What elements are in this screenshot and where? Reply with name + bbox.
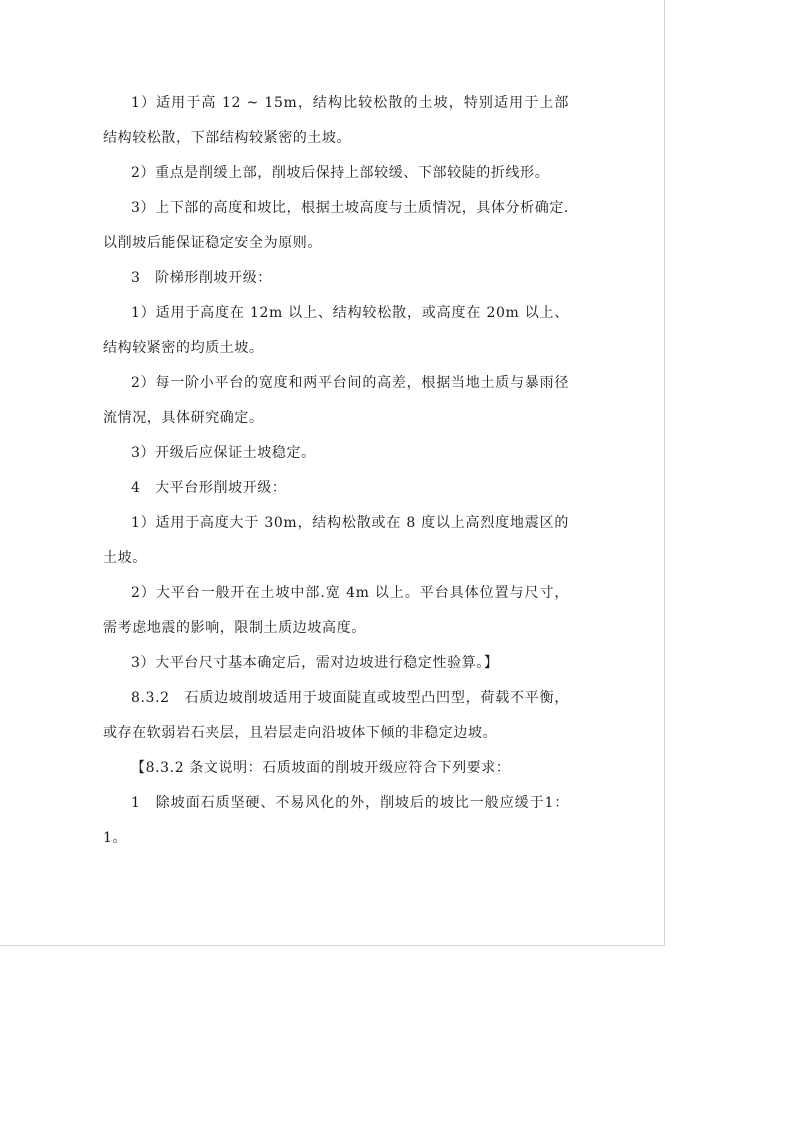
paragraph: 1 除坡面石质坚硬、不易风化的外，削坡后的坡比一般应缓于1： 1。 — [103, 795, 569, 846]
section-heading: 4 大平台形削坡开级： — [131, 480, 287, 496]
paragraph: 3）开级后应保证土坡稳定。 — [131, 445, 316, 461]
document-body — [103, 86, 569, 856]
paragraph: 2）大平台一般开在土坡中部.宽 4m 以上。平台具体位置与尺寸，需考虑地震的影响，限制土质边坡高度。 — [103, 585, 569, 636]
paragraph: 1）适用于高度在 12m 以上、结构较松散，或高度在 20m 以上、结构较紧密的均质土坡。 — [103, 305, 569, 356]
paragraph: 3）上下部的高度和坡比，根据土坡高度与土质情况，具体分析确定.以削坡后能保证稳定安全为原则。 — [103, 200, 569, 251]
paragraph: 1）适用于高 12 ~ 15m，结构比较松散的土坡，特别适用于上部结构较松散，下部结构较紧密的土坡。 — [103, 95, 569, 146]
paragraph: 1）适用于高度大于 30m，结构松散或在 8 度以上高烈度地震区的土坡。 — [103, 515, 569, 566]
paragraph: 2）每一阶小平台的宽度和两平台间的高差，根据当地土质与暴雨径流情况，具体研究确定。 — [103, 375, 569, 426]
clause-note-heading: 【8.3.2 条文说明：石质坡面的削坡开级应符合下列要求： — [131, 760, 511, 776]
paragraph: 3）大平台尺寸基本确定后，需对边坡进行稳定性验算。】 — [131, 655, 499, 671]
clause-paragraph: 8.3.2 石质边坡削坡适用于坡面陡直或坡型凸凹型，荷载不平衡，或存在软弱岩石夹层，且岩层走向沿坡体下倾的非稳定边坡。 — [103, 690, 569, 741]
section-heading: 3 阶梯形削坡开级： — [131, 270, 272, 286]
paragraph: 2）重点是削缓上部，削坡后保持上部较缓、下部较陡的折线形。 — [131, 165, 550, 181]
